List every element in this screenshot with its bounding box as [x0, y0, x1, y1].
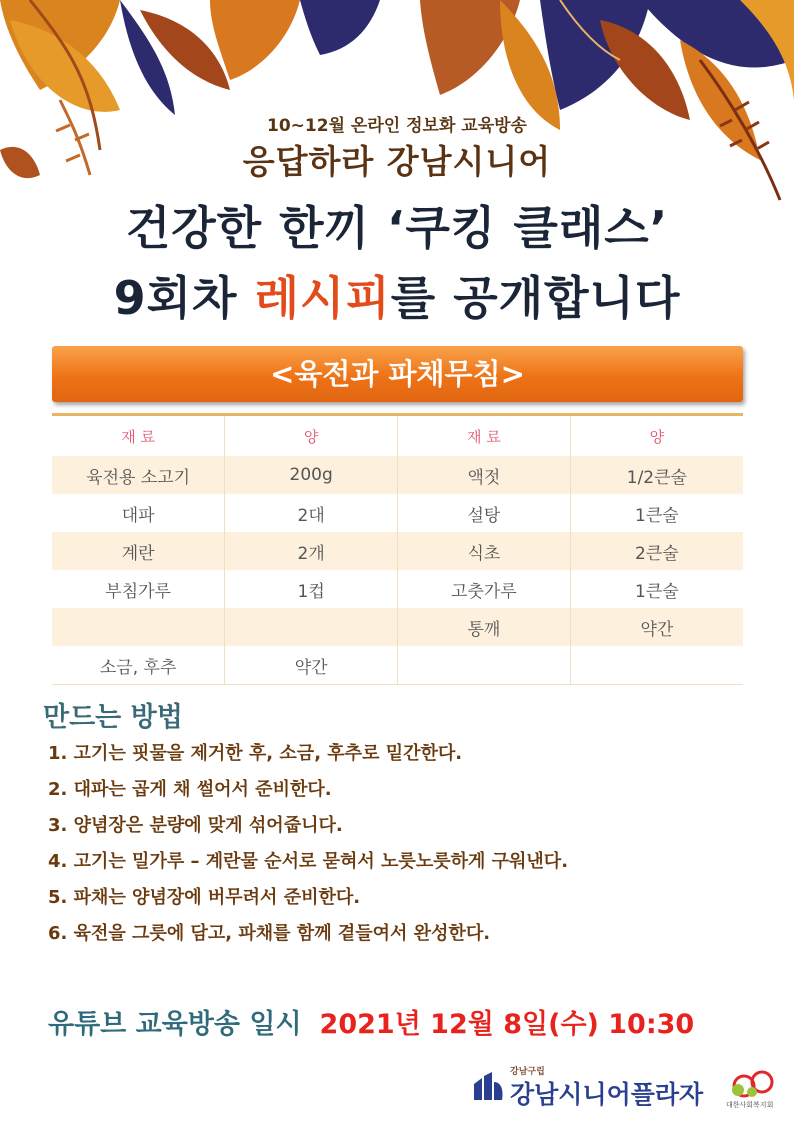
amount-cell: 1큰술 — [635, 581, 679, 602]
list-item: 6. 육전을 그릇에 담고, 파채를 함께 곁들여서 완성한다. — [48, 923, 491, 944]
table-row — [52, 532, 743, 570]
ingredient-cell: 설탕 — [398, 494, 571, 532]
headline-line-1: 건강한 한끼 ‘쿠킹 클래스’ — [125, 201, 669, 255]
list-item: 2. 대파는 곱게 채 썰어서 준비한다. — [48, 779, 332, 800]
amount-cell: 2대 — [225, 494, 398, 532]
table-row — [52, 646, 743, 685]
headline-prefix: 9회차 — [113, 271, 255, 325]
ingredient-cell: 액젓 — [398, 456, 571, 494]
program-title: 응답하라 강남시니어 — [242, 142, 552, 181]
header-amount-2: 양 — [649, 427, 665, 446]
header-amount-1: 양 — [225, 415, 398, 457]
broadcast-info — [48, 1002, 694, 1041]
amount-cell: 2큰술 — [635, 543, 679, 564]
dish-title-banner: <육전과 파채무침> — [52, 346, 743, 402]
org-small-label: 강남구립 — [510, 1067, 545, 1077]
plaza-logo-icon — [470, 1070, 506, 1104]
ingredients-table — [52, 413, 743, 685]
ingredient-cell — [398, 646, 571, 685]
broadcast-label: 유튜브 교육방송 일시 — [48, 1009, 302, 1040]
headline-suffix: 를 공개합니다 — [390, 271, 681, 325]
amount-cell — [570, 646, 743, 685]
ingredient-cell — [52, 608, 225, 646]
org-name: 강남시니어플라자 — [510, 1080, 704, 1109]
method-steps-list — [48, 740, 568, 956]
ingredient-cell: 식초 — [398, 532, 571, 570]
amount-cell: 1큰술 — [635, 505, 679, 526]
header-ingredient-2: 재 료 — [398, 415, 571, 457]
event-subtitle: 10~12월 온라인 정보화 교육방송 — [267, 116, 527, 136]
ingredient-cell: 부침가루 — [52, 570, 225, 608]
headline-accent: 레시피 — [254, 271, 391, 325]
table-row — [52, 494, 743, 532]
heart-people-icon — [728, 1070, 786, 1098]
table-row — [52, 608, 743, 646]
table-header-row — [52, 415, 743, 457]
table-row — [52, 456, 743, 494]
broadcast-datetime: 2021년 12월 8일(수) 10:30 — [319, 1009, 695, 1040]
list-item: 1. 고기는 핏물을 제거한 후, 소금, 후추로 밑간한다. — [48, 743, 463, 764]
list-item: 3. 양념장은 분량에 맞게 섞어줍니다. — [48, 815, 343, 836]
ingredient-cell: 육전용 소고기 — [52, 456, 225, 494]
footer-logos — [470, 1064, 790, 1114]
amount-cell: 1컵 — [225, 570, 398, 608]
ingredient-cell: 계란 — [52, 532, 225, 570]
list-item: 4. 고기는 밀가루 – 계란물 순서로 묻혀서 노릇노릇하게 구워낸다. — [48, 851, 569, 872]
list-item: 5. 파채는 양념장에 버무려서 준비한다. — [48, 887, 361, 908]
ingredient-cell: 소금, 후추 — [52, 646, 225, 685]
amount-cell: 약간 — [225, 646, 398, 685]
headline-line-2 — [0, 262, 794, 328]
amount-cell: 2개 — [225, 532, 398, 570]
method-title: 만드는 방법 — [43, 702, 183, 733]
ingredient-cell: 고춧가루 — [398, 570, 571, 608]
ingredient-cell: 통깨 — [398, 608, 571, 646]
header-ingredient-1: 재 료 — [52, 415, 225, 457]
amount-cell: 1/2큰술 — [626, 467, 687, 488]
ingredient-cell: 대파 — [52, 494, 225, 532]
amount-cell — [225, 608, 398, 646]
partner-name: 대한사회복지회 — [726, 1101, 774, 1109]
table-row — [52, 570, 743, 608]
amount-cell: 약간 — [640, 619, 674, 640]
amount-cell: 200g — [225, 456, 398, 494]
